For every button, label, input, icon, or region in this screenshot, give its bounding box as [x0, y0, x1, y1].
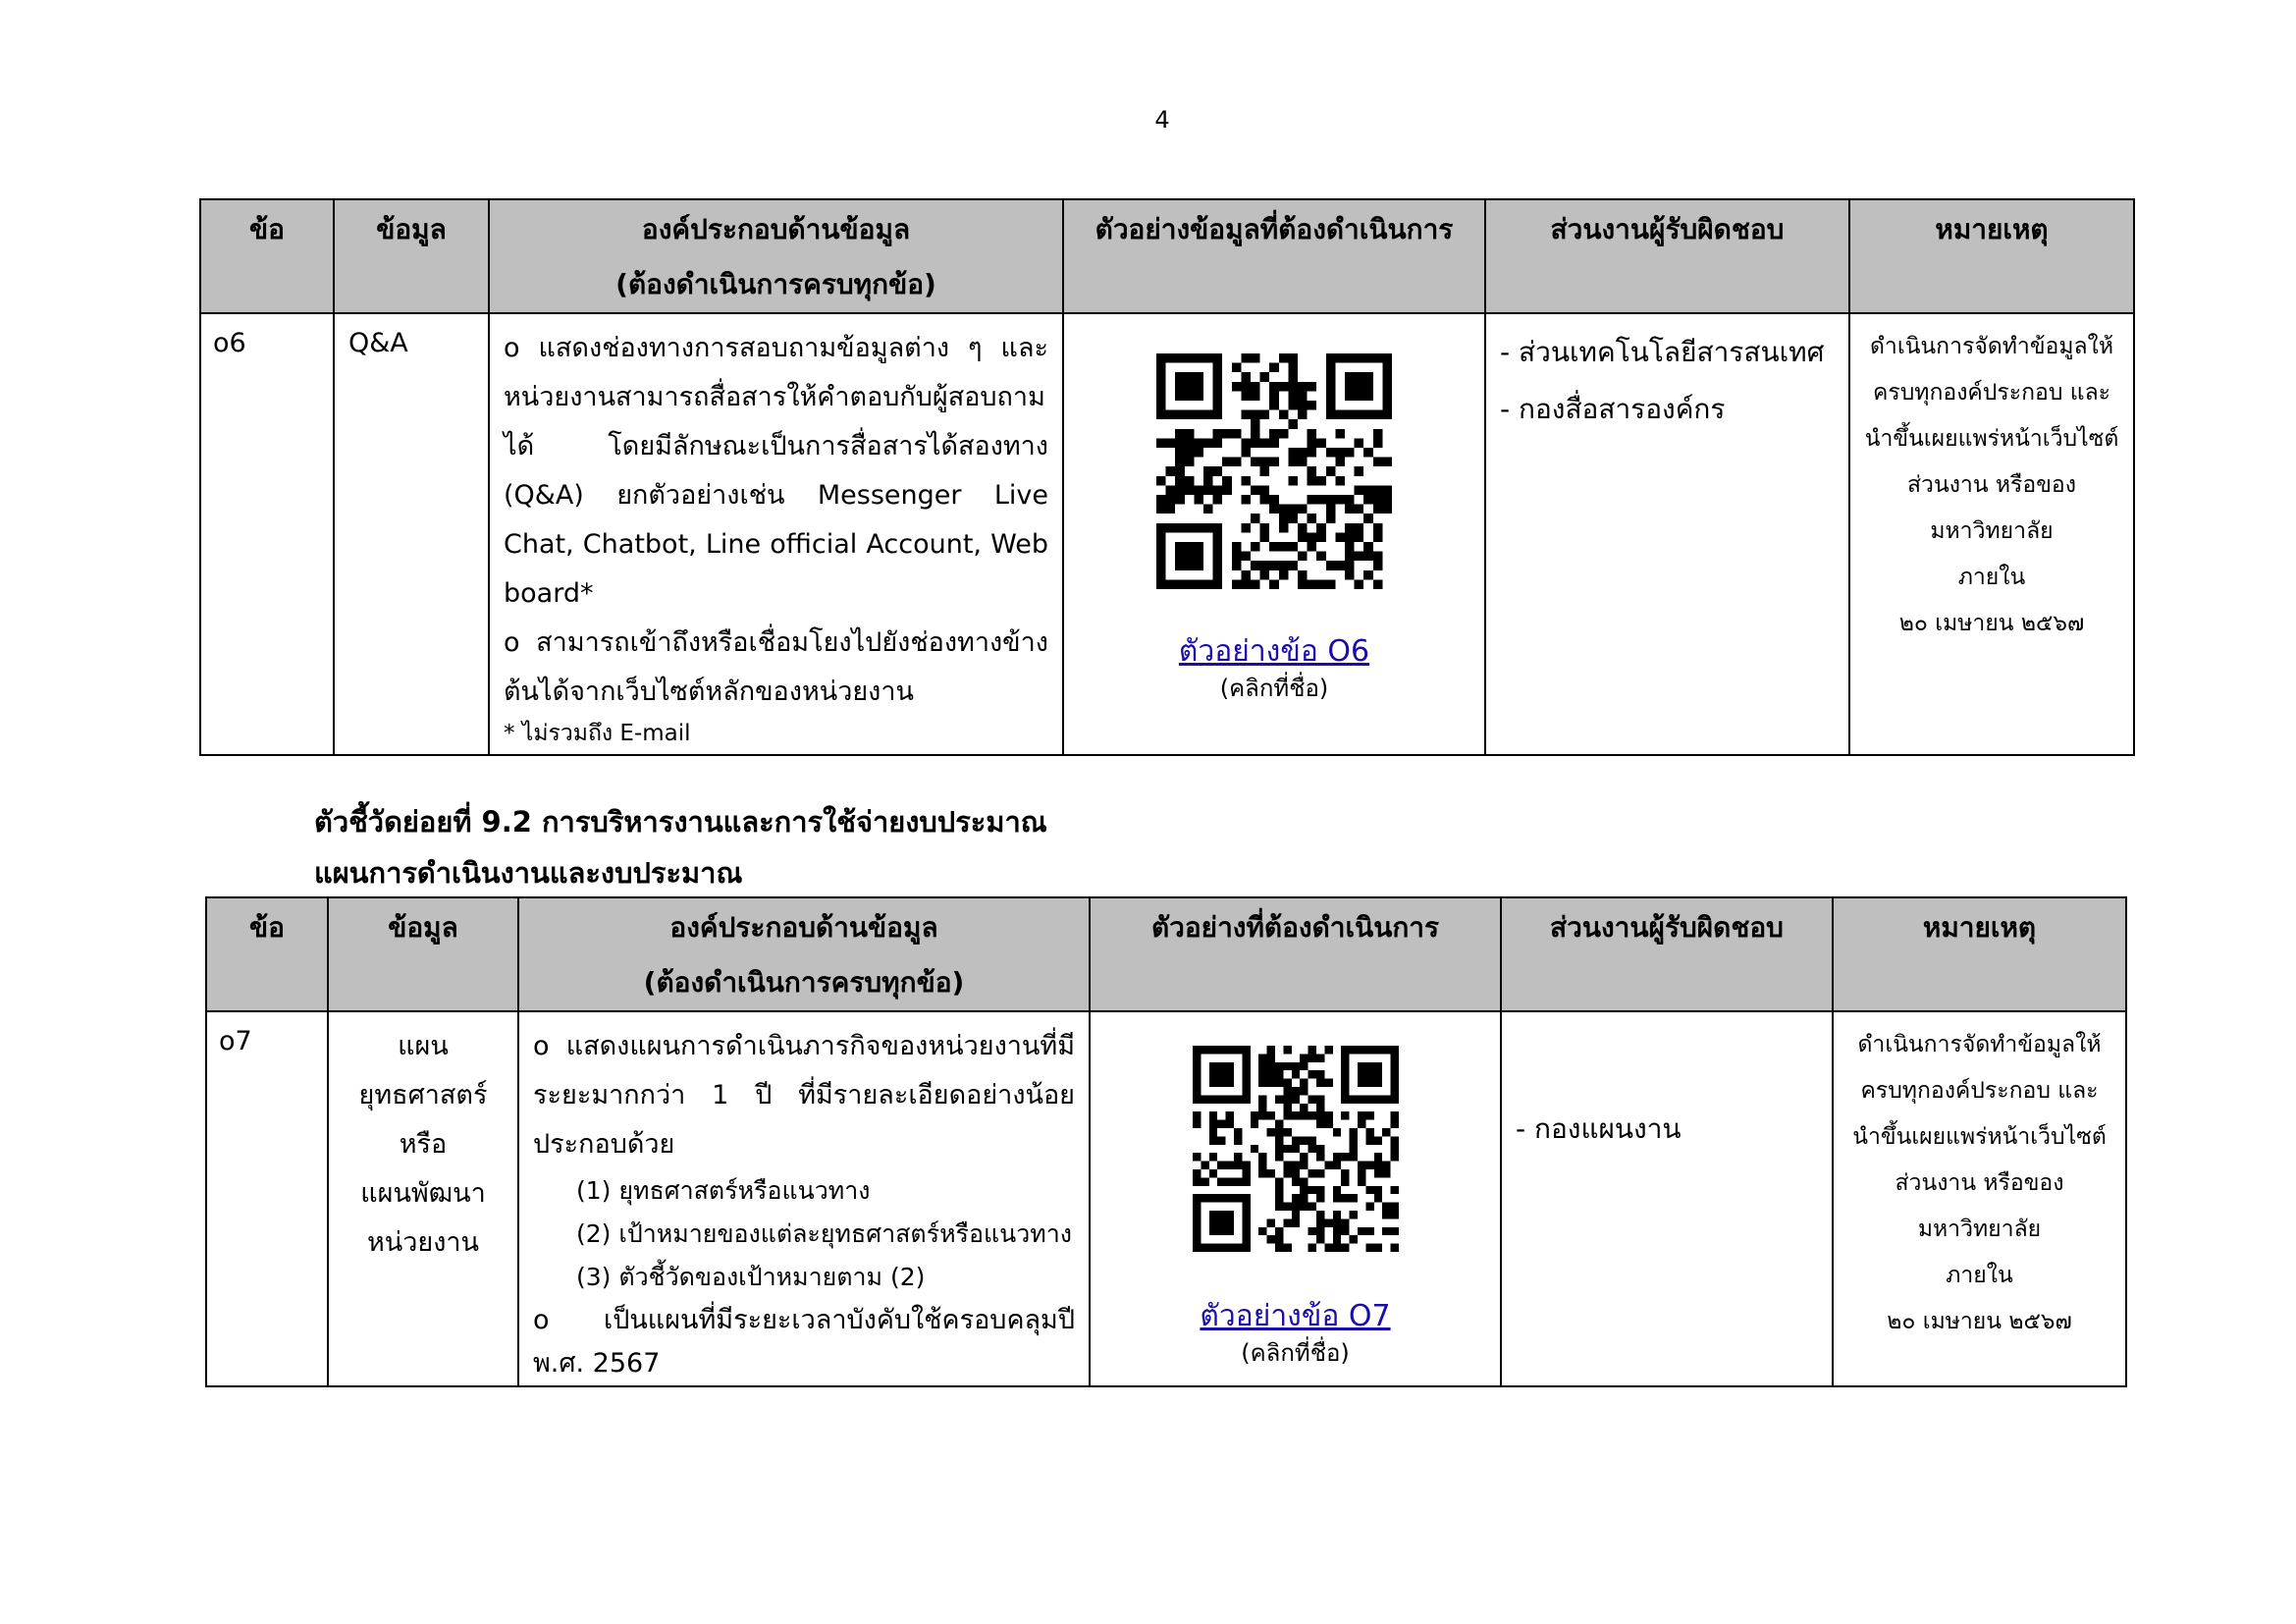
remark-line: ส่วนงาน หรือของ	[1907, 472, 2076, 498]
row-components	[518, 1011, 1090, 1386]
qr-code-icon	[1193, 1046, 1399, 1252]
section-title: ตัวชี้วัดย่อยที่ 9.2 การบริหารงานและการใช้จ่ายงบประมาณ	[314, 805, 1047, 839]
row-example	[1063, 313, 1485, 755]
remark-line: ๒๐ เมษายน ๒๕๖๗	[1898, 611, 2085, 636]
header-topic: ข้อมูล	[328, 897, 518, 1011]
header-remark: หมายเหตุ	[1833, 897, 2126, 1011]
remark-line: ภายใน	[1946, 1263, 2013, 1288]
component-subitem: (3) ตัวชี้วัดของเป้าหมายตาม (2)	[576, 1263, 926, 1291]
remark-line: ส่วนงาน หรือของ	[1895, 1170, 2064, 1196]
component-item: o แสดงช่องทางการสอบถามข้อมูลต่าง ๆ และหน่วยงานสามารถสื่อสารให้คำตอบกับผู้สอบถามได้ โดยมีลักษณะเป็นการสื่อสารได้สองทาง (Q&A) ยกตัวอย่างเช่น Messenger Live Chat, Chatbot, Line official Account, Web board*	[504, 333, 1048, 609]
component-item: o แสดงแผนการดำเนินภารกิจของหน่วยงานที่มีระยะมากกว่า 1 ปี ที่มีรายละเอียดอย่างน้อยประกอบด้วย	[533, 1031, 1075, 1160]
topic-line: แผนพัฒนา	[360, 1178, 486, 1209]
page-number: 4	[1154, 106, 1170, 134]
header-example: ตัวอย่างข้อมูลที่ต้องดำเนินการ	[1063, 199, 1485, 313]
row-no: o6	[200, 313, 334, 755]
remark-line: ครบทุกองค์ประกอบ และ	[1872, 380, 2111, 406]
table-disclosure-o7	[205, 896, 2127, 1387]
responsible-unit: - ส่วนเทคโนโลยีสารสนเทศ	[1500, 336, 1825, 368]
header-components-line2: (ต้องดำเนินการครบทุกข้อ)	[615, 268, 936, 300]
remark-line: มหาวิทยาลัย	[1917, 1217, 2042, 1242]
table-row	[206, 1011, 2126, 1386]
example-o7-link[interactable]: ตัวอย่างข้อ O7	[1200, 1299, 1391, 1333]
remark-line: ภายใน	[1957, 565, 2026, 590]
table-row	[200, 313, 2134, 755]
topic-line: แผน	[398, 1031, 449, 1061]
header-responsible: ส่วนงานผู้รับผิดชอบ	[1501, 897, 1833, 1011]
header-components-line1: องค์ประกอบด้านข้อมูล	[669, 911, 938, 944]
row-topic	[328, 1011, 518, 1386]
header-responsible: ส่วนงานผู้รับผิดชอบ	[1485, 199, 1849, 313]
topic-line: ยุทธศาสตร์	[358, 1080, 488, 1110]
header-components	[518, 897, 1090, 1011]
header-remark: หมายเหตุ	[1849, 199, 2134, 313]
remark-line: นำขึ้นเผยแพร่หน้าเว็บไซต์	[1864, 426, 2119, 452]
remark-line: ครบทุกองค์ประกอบ และ	[1860, 1078, 2099, 1104]
responsible-unit: - กองแผนงาน	[1516, 1112, 1682, 1145]
remark-line: ๒๐ เมษายน ๒๕๖๗	[1887, 1309, 2072, 1334]
header-no: ข้อ	[200, 199, 334, 313]
table-disclosure-o6	[199, 198, 2135, 756]
header-components	[489, 199, 1063, 313]
component-note: * ไม่รวมถึง E-mail	[504, 721, 691, 746]
component-item: o เป็นแผนที่มีระยะเวลาบังคับใช้ครอบคลุมปี พ.ศ. 2567	[533, 1305, 1075, 1379]
remark-line: ดำเนินการจัดทำข้อมูลให้	[1857, 1032, 2102, 1057]
row-components	[489, 313, 1063, 755]
component-subitem: (1) ยุทธศาสตร์หรือแนวทาง	[576, 1176, 871, 1205]
topic-line: หน่วยงาน	[366, 1227, 480, 1258]
remark-line: นำขึ้นเผยแพร่หน้าเว็บไซต์	[1852, 1124, 2107, 1150]
header-topic: ข้อมูล	[334, 199, 489, 313]
qr-code-icon	[1156, 353, 1392, 589]
row-remark	[1849, 313, 2134, 755]
component-subitem: (2) เป้าหมายของแต่ละยุทธศาสตร์หรือแนวทาง	[576, 1219, 1072, 1248]
example-hint: (คลิกที่ชื่อ)	[1219, 675, 1329, 702]
remark-line: ดำเนินการจัดทำข้อมูลให้	[1869, 334, 2114, 359]
section-subtitle: แผนการดำเนินงานและงบประมาณ	[314, 856, 743, 890]
row-responsible	[1501, 1011, 1833, 1386]
row-responsible	[1485, 313, 1849, 755]
row-example	[1090, 1011, 1501, 1386]
header-components-line2: (ต้องดำเนินการครบทุกข้อ)	[643, 966, 965, 999]
remark-line: มหาวิทยาลัย	[1930, 518, 2054, 544]
row-topic: Q&A	[334, 313, 489, 755]
example-o6-link[interactable]: ตัวอย่างข้อ O6	[1178, 634, 1370, 669]
responsible-unit: - กองสื่อสารองค์กร	[1500, 393, 1726, 425]
table-header-row	[206, 897, 2126, 1011]
topic-line: หรือ	[399, 1129, 448, 1160]
row-remark	[1833, 1011, 2126, 1386]
header-components-line1: องค์ประกอบด้านข้อมูล	[641, 213, 911, 245]
row-no: o7	[206, 1011, 328, 1386]
example-hint: (คลิกที่ชื่อ)	[1241, 1339, 1350, 1367]
component-item: o สามารถเข้าถึงหรือเชื่อมโยงไปยังช่องทางข้างต้นได้จากเว็บไซต์หลักของหน่วยงาน	[504, 627, 1048, 707]
header-example: ตัวอย่างที่ต้องดำเนินการ	[1090, 897, 1501, 1011]
table-header-row	[200, 199, 2134, 313]
header-no: ข้อ	[206, 897, 328, 1011]
